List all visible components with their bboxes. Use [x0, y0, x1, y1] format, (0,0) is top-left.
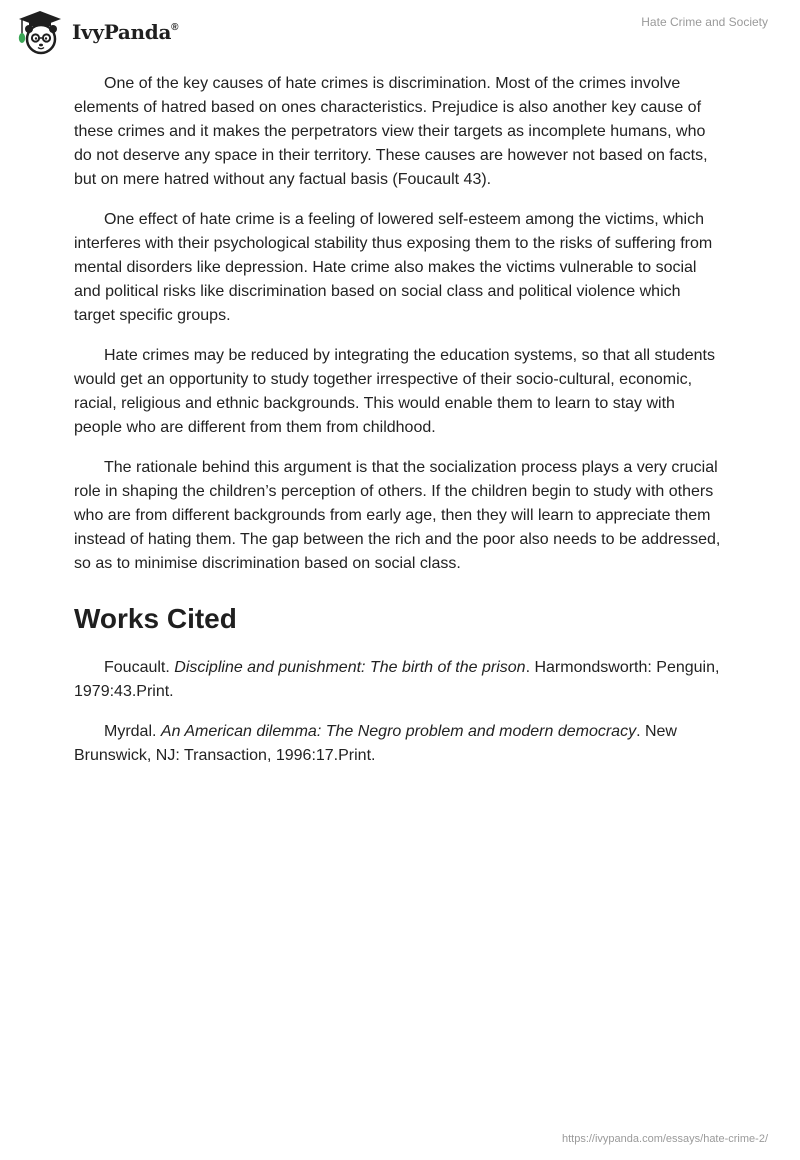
citation-1: [74, 656, 724, 704]
citation-title: An American dilemma: The Negro problem and modern democracy: [160, 723, 637, 740]
body-paragraph-3: Hate crimes may be reduced by integrating the education systems, so that all students would get an opportunity to study together irrespective of their socio-cultural, economic, racial, religious and ethnic backgrounds. This would enable them to learn to stay with people who are different from them from childhood.: [74, 347, 715, 436]
page-header: [0, 0, 800, 62]
citation-publication: . New Brunswick, NJ: Transaction, 1996:17.Print.: [74, 723, 677, 764]
document-title: Hate Crime and Society: [641, 15, 768, 29]
panda-graduate-icon: [16, 8, 64, 56]
body-paragraph-1: One of the key causes of hate crimes is discrimination. Most of the crimes involve elements of hatred based on ones characteristics. Prejudice is also another key cause of these crimes and it makes the perpetrators view their targets as incomplete humans, who do not deserve any space in their territory. These causes are however not based on facts, but on mere hatred without any factual basis (Foucault 43).: [74, 75, 708, 188]
source-url[interactable]: https://ivypanda.com/essays/hate-crime-2/: [561, 1133, 768, 1145]
ivypanda-logo[interactable]: [16, 8, 178, 56]
citation-title: Discipline and punishment: The birth of the prison: [174, 659, 526, 676]
works-cited-heading: Works Cited: [74, 603, 237, 634]
citation-author: Myrdal.: [104, 723, 161, 740]
registered-mark: ®: [171, 22, 179, 33]
essay-content: [74, 72, 724, 784]
citation-publication: . Harmondsworth: Penguin, 1979:43.Print.: [74, 659, 720, 700]
body-paragraph-4: The rationale behind this argument is that the socialization process plays a very crucial role in shaping the children’s perception of others. If the children begin to study with others who are from different backgrounds from early age, then they will learn to appreciate them instead of hating them. The gap between the rich and the poor also needs to be addressed, so as to minimise discrimination based on social class.: [74, 459, 721, 572]
brand-name: IvyPanda®: [72, 20, 179, 44]
citation-2: [74, 720, 724, 768]
body-paragraph-2: One effect of hate crime is a feeling of lowered self-esteem among the victims, which interferes with their psychological stability thus exposing them to the risks of suffering from mental disorders like depression. Hate crime also makes the victims vulnerable to social and political risks like discrimination based on social class and political violence which target specific groups.: [74, 211, 713, 324]
citation-author: Foucault.: [104, 659, 175, 676]
